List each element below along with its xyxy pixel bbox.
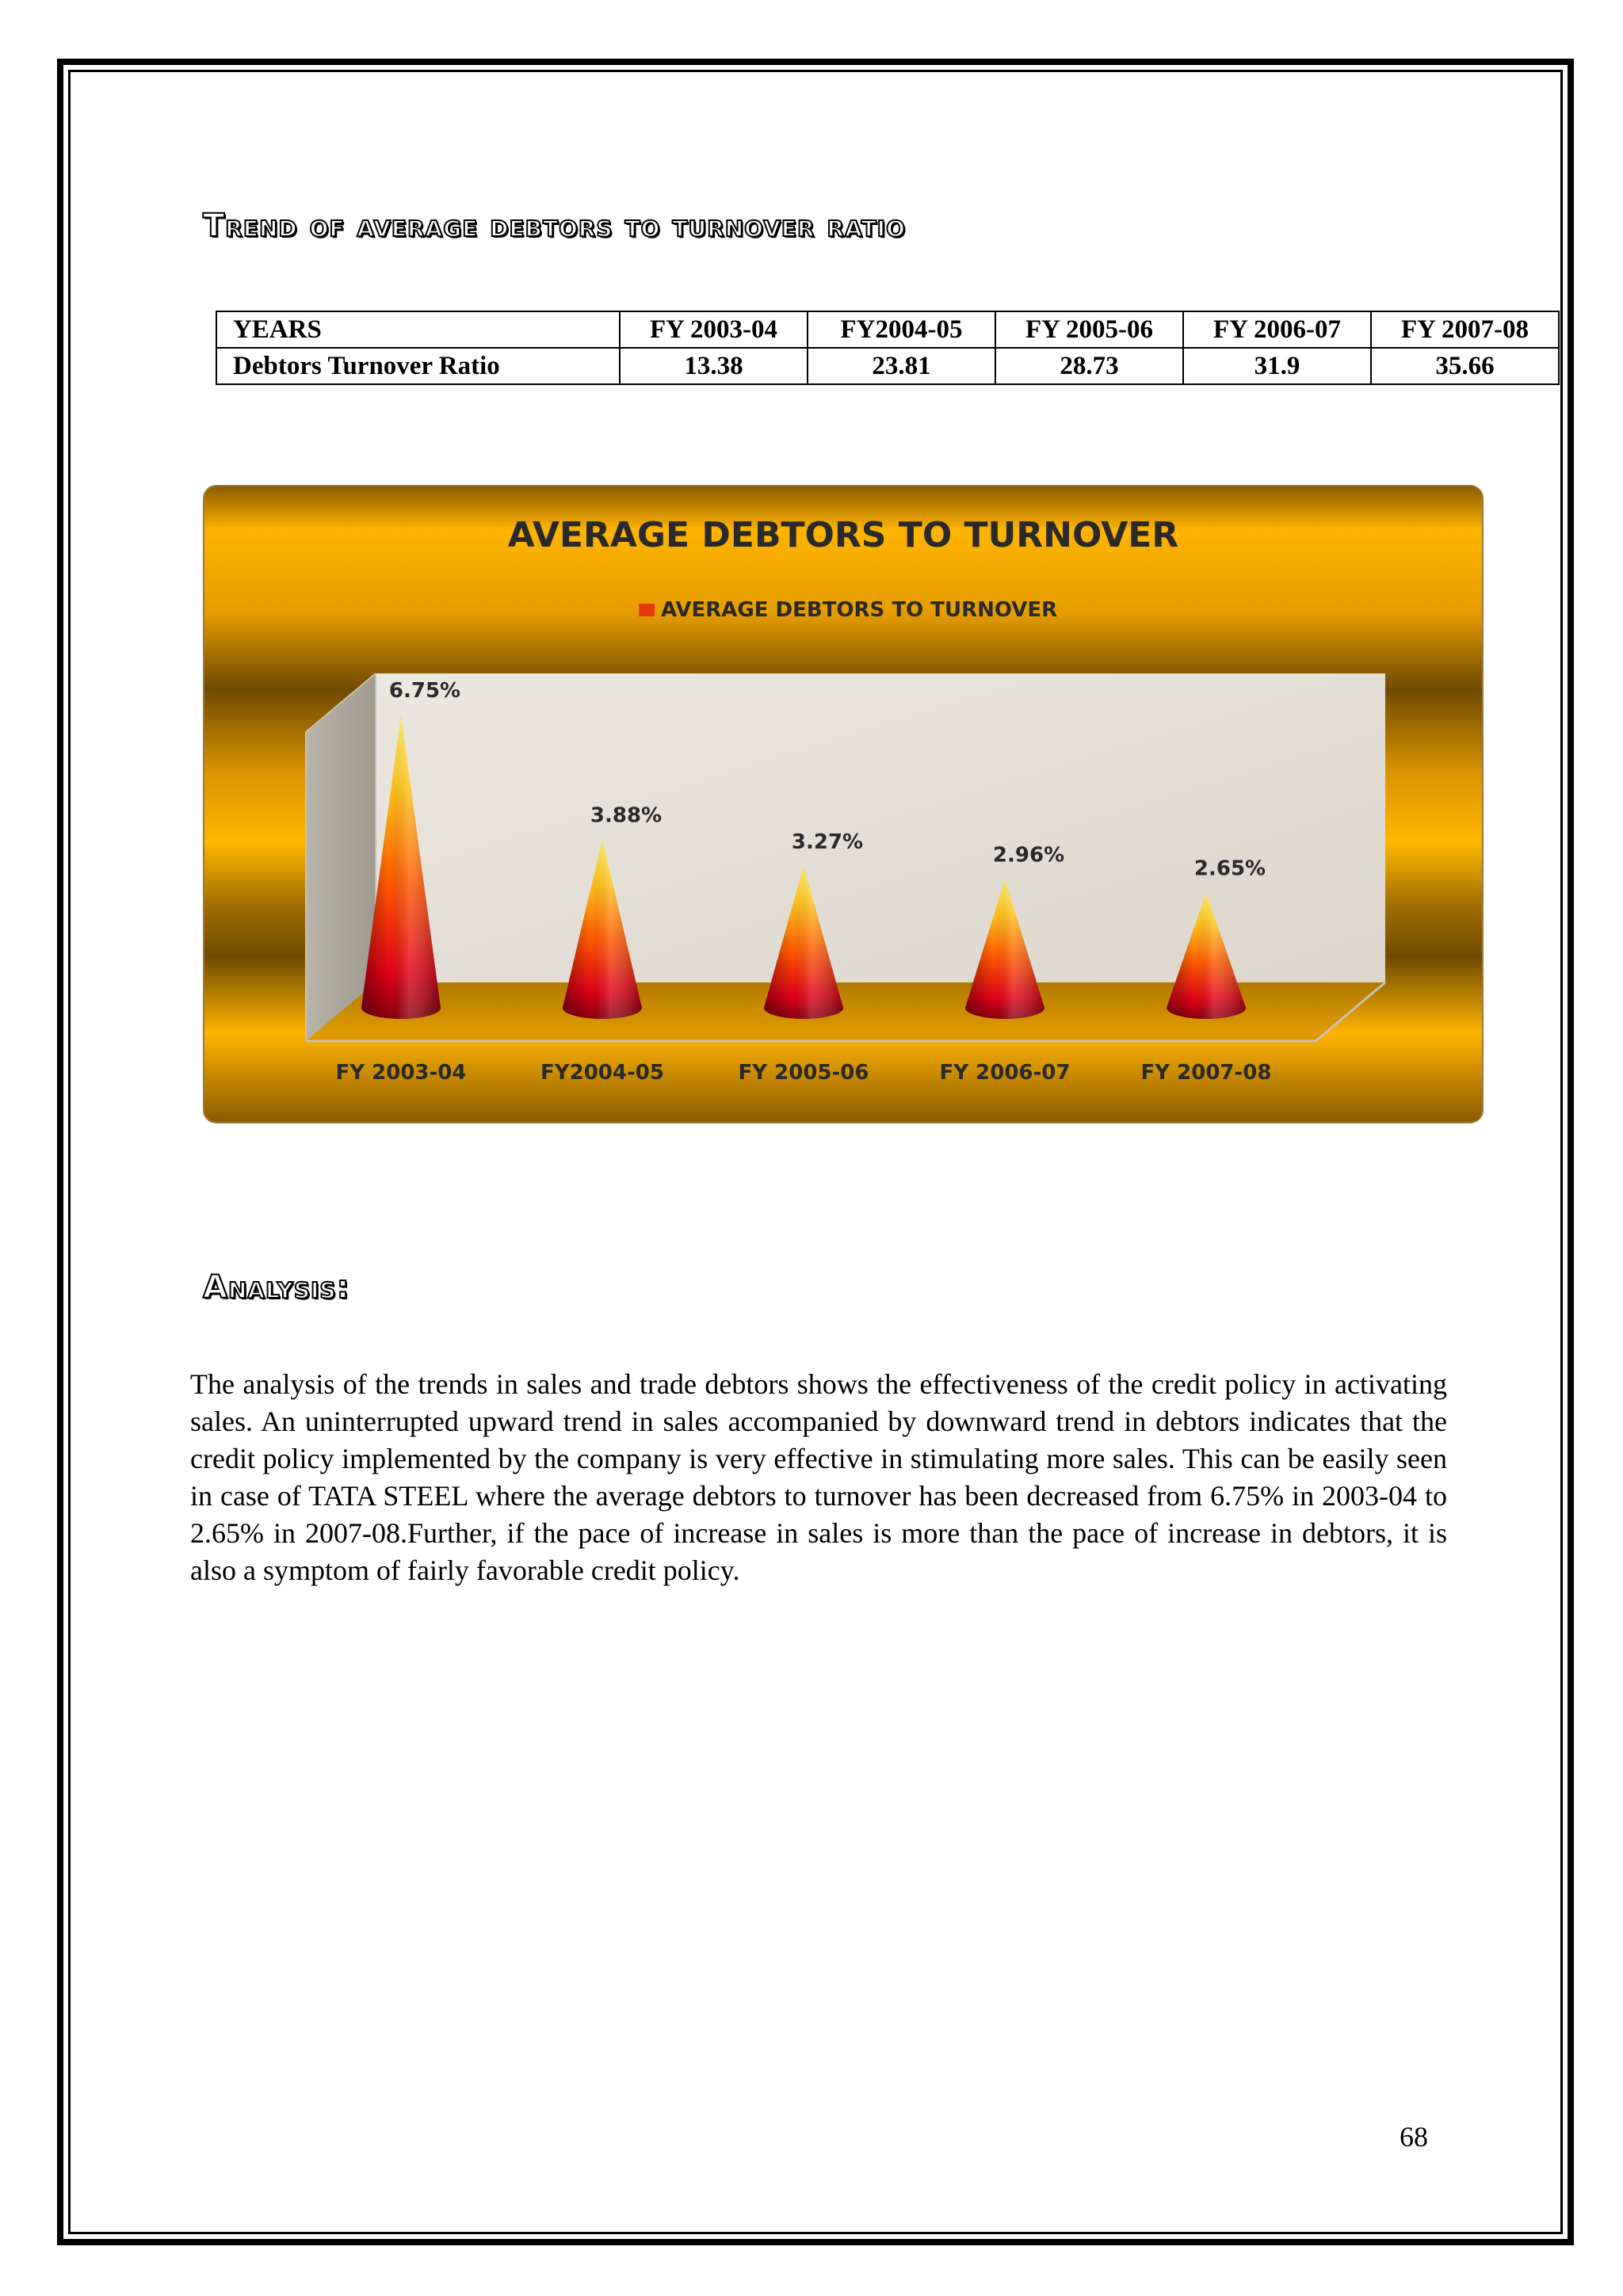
table-cell: 35.66 (1371, 348, 1559, 384)
table-cell: 28.73 (995, 348, 1183, 384)
chart-title: AVERAGE DEBTORS TO TURNOVER (507, 515, 1179, 555)
page-heading: Trend of average debtors to turnover ratio (203, 208, 906, 244)
category-label: FY2004-05 (540, 1061, 664, 1085)
data-label: 2.96% (992, 843, 1065, 868)
table-cell: 23.81 (808, 348, 995, 384)
table-header-cell: FY 2006-07 (1183, 311, 1371, 348)
cone-chart (203, 485, 1484, 1123)
table-header-cell: YEARS (216, 311, 620, 348)
data-label: 6.75% (388, 679, 461, 703)
table-header-row (216, 311, 1559, 348)
data-label: 3.27% (791, 830, 864, 854)
chart-svg (203, 485, 1484, 1123)
table-header-cell: FY 2007-08 (1371, 311, 1559, 348)
debtors-turnover-table (216, 311, 1560, 385)
table-cell: 13.38 (620, 348, 808, 384)
chart-back-wall (376, 673, 1385, 982)
legend-swatch (639, 604, 655, 616)
data-label: 2.65% (1193, 856, 1266, 881)
table-header-cell: FY2004-05 (808, 311, 995, 348)
analysis-paragraph: The analysis of the trends in sales and trade debtors shows the effectiveness of the credit policy in activating sales. An uninterrupted upward trend in sales accompanied by downward trend in debtors indicates that the credit policy implemented by the company is very effective in stimulating more sales. This can be easily seen in case of TATA STEEL where the average debtors to turnover has been decreased from 6.75% in 2003-04 to 2.65% in 2007-08.Further, if the pace of increase in sales is more than the pace of increase in debtors, it is also a symptom of fairly favorable credit policy. (190, 1368, 1447, 1586)
analysis-heading: Analysis: (203, 1269, 350, 1306)
table-header-cell: FY 2003-04 (620, 311, 808, 348)
table-row (216, 348, 1559, 384)
table-cell: 31.9 (1183, 348, 1371, 384)
category-label: FY 2006-07 (939, 1061, 1071, 1085)
table-cell: Debtors Turnover Ratio (216, 348, 620, 384)
data-label: 3.88% (590, 803, 663, 828)
chart-legend (639, 598, 1057, 622)
legend-label: AVERAGE DEBTORS TO TURNOVER (661, 598, 1058, 622)
category-label: FY 2005-06 (738, 1061, 869, 1085)
category-label: FY 2003-04 (335, 1061, 467, 1085)
table-header-cell: FY 2005-06 (995, 311, 1183, 348)
page-number: 68 (1400, 2121, 1428, 2153)
page-frame-inner (68, 70, 1563, 2234)
category-label: FY 2007-08 (1140, 1061, 1272, 1085)
